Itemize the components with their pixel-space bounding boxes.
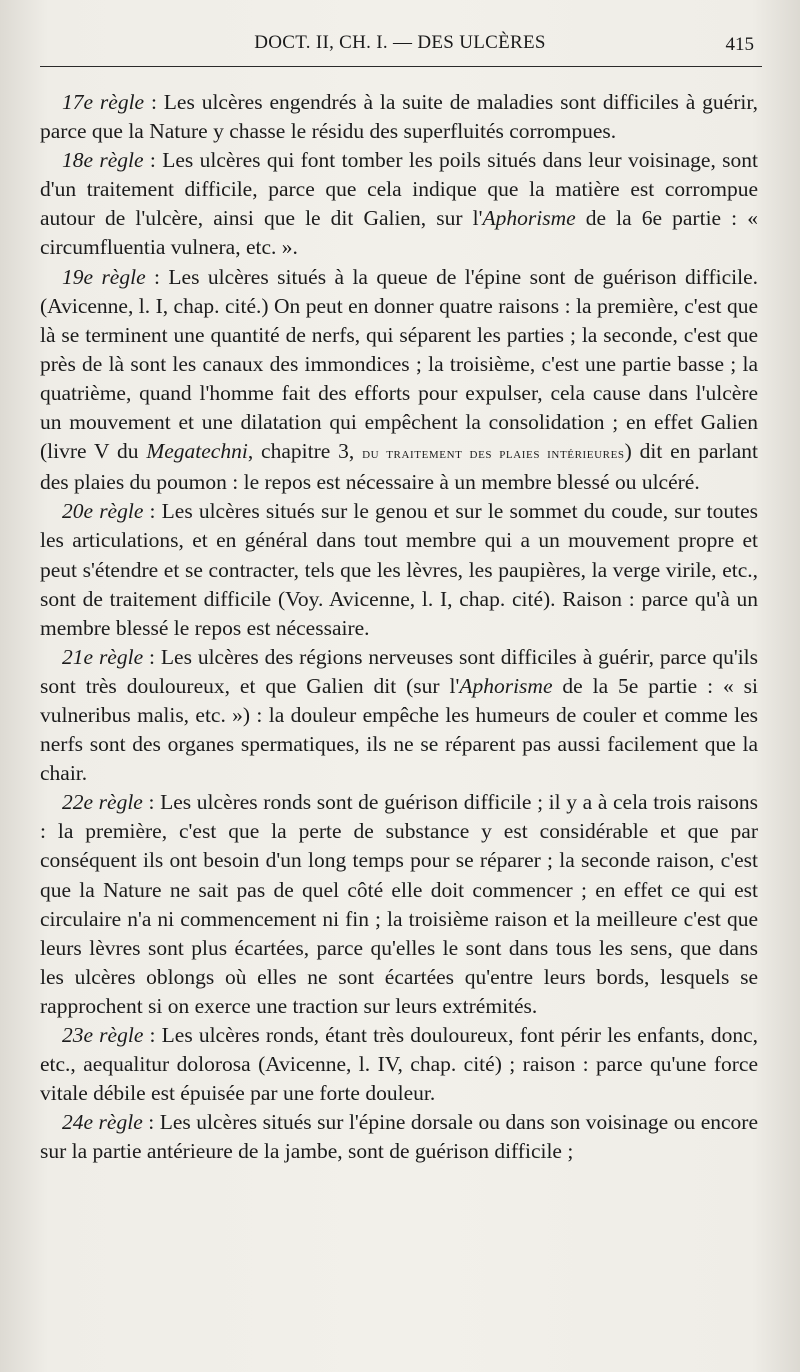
rule-24-paragraph [40, 1108, 758, 1166]
rule-22-paragraph [40, 788, 758, 1021]
rule-19-paragraph [40, 263, 758, 498]
rule-23-text: : Les ulcères ronds, étant très douloureux, font périr les enfants, donc, etc., aequalitur dolorosa (Avicenne, l. IV, chap. cité) ; raison : parce qu'une force vitale débile est épuisée par une forte douleur. [40, 1023, 759, 1106]
rule-24-label: 24e règle [62, 1110, 143, 1135]
rule-17-text: : Les ulcères engendrés à la suite de maladies sont difficiles à guérir, parce que la Nature y chasse le résidu des superfluités corrompues. [40, 90, 759, 144]
rule-18-text-a: : Les ulcères qui font tomber les poils situés dans leur voisinage, sont d'un traitement difficile, parce que cela indique que la matière est corrompue autour de l'ulcère, ainsi que le dit Galien, sur l' [40, 148, 758, 231]
rule-18-work-title: Aphorisme [482, 206, 576, 231]
rule-21-paragraph [40, 643, 758, 788]
rule-17-paragraph [40, 88, 758, 146]
rule-23-paragraph [40, 1021, 758, 1108]
rule-21-label: 21e règle [62, 644, 144, 669]
rule-20-paragraph [40, 497, 758, 642]
rule-20-text: : Les ulcères situés sur le genou et sur le sommet du coude, sur toutes les articulations, et en général dans tout membre qui a un mouvement propre et peut s'étendre et se contracter, tels que les lèvres, les paupières, la verge virile, etc., sont de traitement difficile (Voy. Avicenne, l. I, chap. cité). Raison : parce qu'à un membre blessé le repos est nécessaire. [40, 499, 759, 640]
running-title: DOCT. II, CH. I. — DES ULCÈRES [254, 32, 546, 53]
rule-19-chapter-title: du traitement des plaies intérieures [362, 445, 625, 463]
rule-19-text-a: : Les ulcères situés à la queue de l'épine sont de guérison difficile. (Avicenne, l. I, chap. cité.) On peut en donner quatre raisons : la première, c'est que là se terminent une quantité de nerfs, qui séparent les parties ; la seconde, c'est que près de là sont les canaux des immondices ; la troisième, c'est une partie basse ; la quatrième, quand l'homme fait des efforts pour expulser, cela cause dans l'ulcère un mouvement et une dilatation qui empêchent la consolidation ; en effet Galien (livre V du [40, 264, 759, 464]
rule-20-label: 20e règle [62, 499, 144, 524]
rule-18-label: 18e règle [62, 148, 144, 173]
page-number: 415 [725, 34, 754, 55]
rule-21-work-title: Aphorisme [459, 673, 553, 698]
body-text [40, 88, 758, 1166]
rule-18-paragraph [40, 146, 758, 262]
rule-23-label: 23e règle [62, 1023, 144, 1047]
rule-19-text-b: , chapitre 3, [247, 439, 363, 464]
running-head [40, 30, 760, 60]
rule-19-label: 19e règle [62, 264, 146, 289]
rule-22-text: : Les ulcères ronds sont de guérison difficile ; il y a à cela trois raisons : la première, c'est que la perte de substance y est considérable et que par conséquent ils ont besoin d'un long temps pour se réparer ; la seconde raison, c'est que la Nature ne sait pas de quel côté elle doit commencer ; en effet ce qui est circulaire n'a ni commencement ni fin ; la troisième raison et la meilleure c'est que leurs lèvres sont plus écartées, parce qu'elles le sont dans tous les sens, que dans les ulcères oblongs où elles ne sont écartées qu'entre leurs bords, lesquels se rapprochent si on exerce une traction sur leurs extrémités. [40, 790, 759, 1018]
rule-19-text-c: ) dit en parlant des plaies du poumon : le repos est nécessaire à un membre blessé ou ulcéré. [40, 439, 758, 495]
rule-21-text-b: de la 5e partie : « si vulneribus malis, etc. ») : la douleur empêche les humeurs de couler et comme les nerfs sont des organes spermatiques, ils ne se réparent pas aussi facilement que la chair. [40, 673, 758, 786]
rule-19-work-title: Megatechni [146, 439, 248, 464]
rule-18-text-b: de la 6e partie : « circumfluentia vulnera, etc. ». [40, 206, 758, 260]
header-rule [40, 66, 762, 67]
rule-17-label: 17e règle [62, 90, 145, 114]
rule-24-text: : Les ulcères situés sur l'épine dorsale ou dans son voisinage ou encore sur la partie antérieure de la jambe, sont de guérison difficile ; [40, 1110, 758, 1164]
rule-21-text-a: : Les ulcères des régions nerveuses sont difficiles à guérir, parce qu'ils sont très douloureux, et que Galien dit (sur l' [40, 644, 759, 698]
rule-22-label: 22e règle [62, 790, 143, 815]
